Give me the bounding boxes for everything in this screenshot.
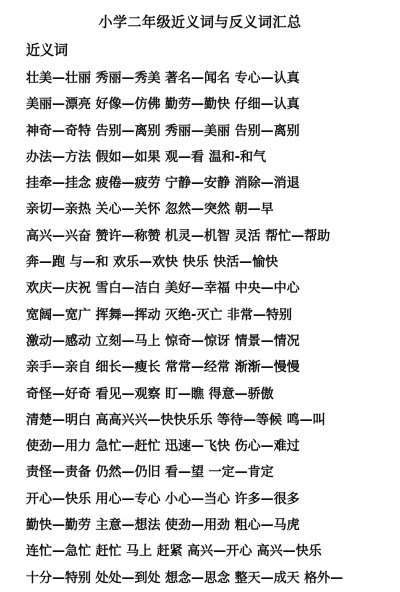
synonym-row: 连忙—急忙 赶忙 马上 赶紧 高兴—开心 高兴—快乐 [26,544,322,560]
synonym-row: 激动—感动 立刻—马上 惊奇—惊讶 情景—情况 [26,333,300,349]
synonym-row: 勤快—勤劳 主意—想法 使劲—用劲 粗心—马虎 [26,518,300,534]
document-title: 小学二年级近义词与反义词汇总 [98,15,302,31]
synonym-row: 清楚—明白 高高兴兴—快快乐乐 等待—等候 鸣—叫 [26,412,326,428]
synonym-row: 神奇—奇特 告别—离别 秀丽—美丽 告别—离别 [26,123,300,139]
synonym-row: 壮美—壮丽 秀丽—秀美 著名—闻名 专心—认真 [26,71,300,86]
synonym-row: 挂牵—挂念 疲倦—疲劳 宁静—安静 消除—消退 [26,176,300,192]
synonym-row: 奇怪—好奇 看见—观察 盯—瞧 得意—骄傲 [26,386,274,402]
synonym-row: 十分—特别 处处—到处 想念—思念 整天—成天 格外— [26,570,344,586]
synonym-row: 办法—方法 假如—如果 观—看 温和-和气 [26,149,266,165]
synonym-row: 奔—跑 与—和 欢乐—欢快 快乐 快活—愉快 [26,255,279,271]
synonym-row: 欢庆—庆祝 雪白—洁白 美好—幸福 中央—中心 [26,281,300,297]
synonym-row: 开心—快乐 用心—专心 小心—当心 许多—很多 [26,491,300,507]
synonym-row: 美丽—漂亮 好像—仿佛 勤劳—勤快 仔细—认真 [26,97,300,113]
synonym-row: 亲手—亲自 细长—瘦长 常常—经常 渐渐—慢慢 [26,360,300,376]
synonym-list [26,66,396,592]
synonym-row: 高兴—兴奋 赞许—称赞 机灵—机智 灵活 帮忙—帮助 [26,228,331,244]
synonym-row: 责怪—责备 仍然—仍旧 看—望 一定—肯定 [26,465,274,481]
section-heading: 近义词 [26,43,68,59]
synonym-row: 使劲—用力 急忙—赶忙 迅速—飞快 伤心—难过 [26,439,300,455]
synonym-row: 亲切—亲热 关心—关怀 忽然—突然 朝—早 [26,202,274,218]
synonym-row: 宽阔—宽广 挥舞—挥动 灭绝-灭亡 非常—特别 [26,307,292,323]
